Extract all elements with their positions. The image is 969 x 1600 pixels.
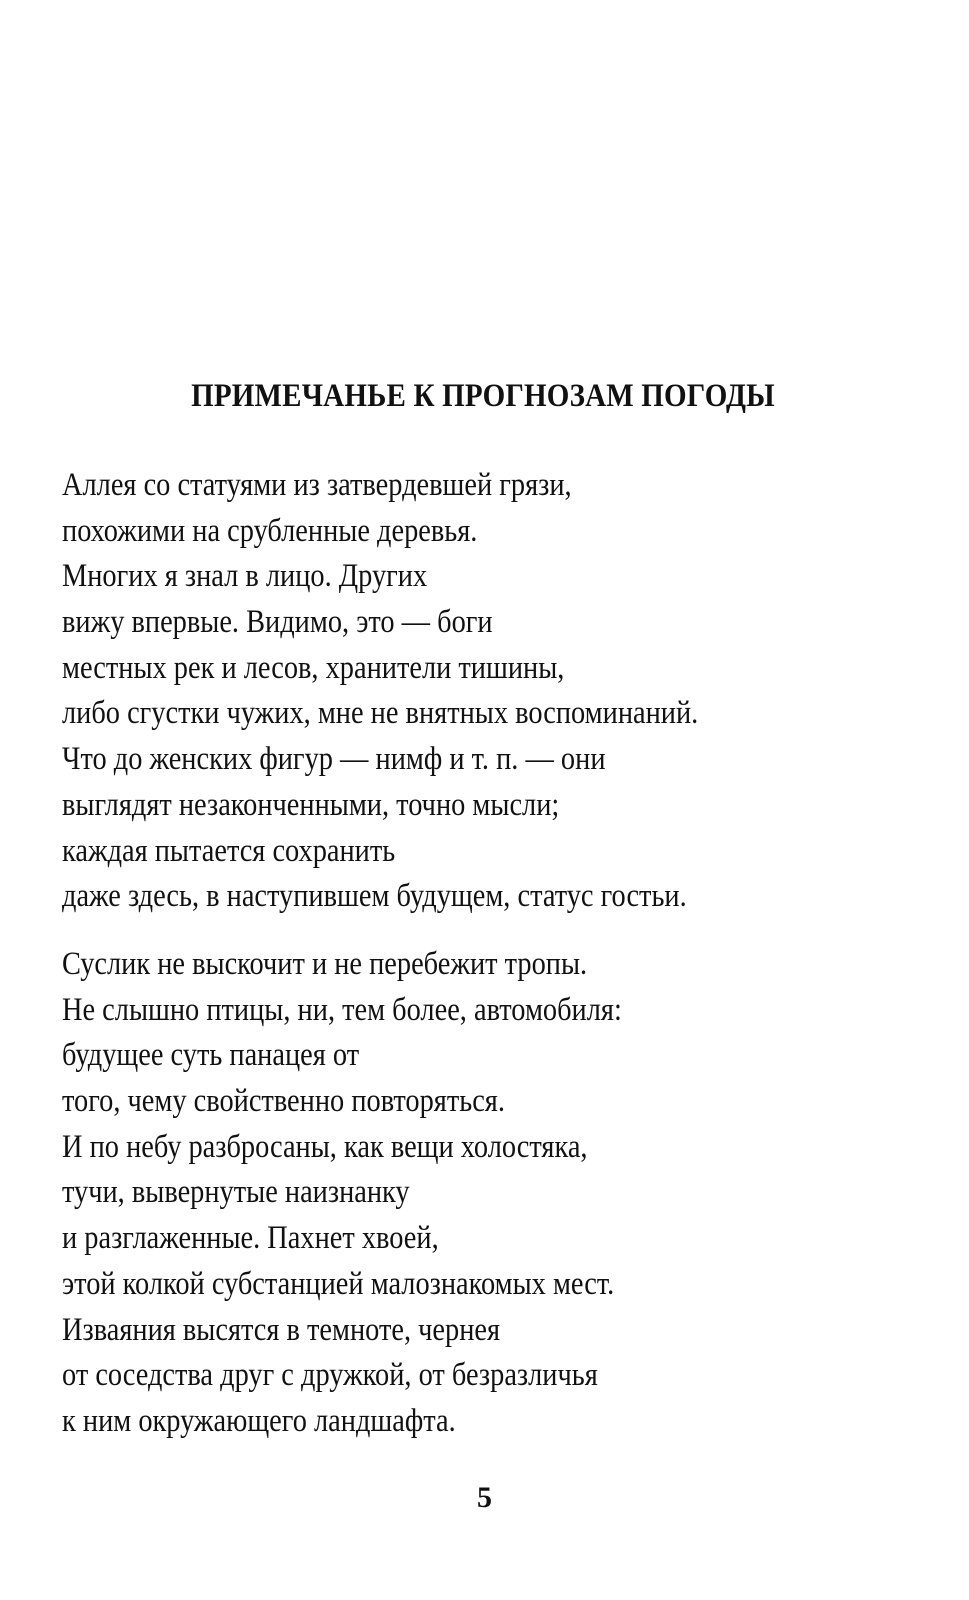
poem-line: Многих я знал в лицо. Других [62, 558, 428, 595]
poem-line: этой колкой субстанцией малознакомых мест. [62, 1265, 615, 1302]
poem-line: Изваяния высятся в темноте, чернея [62, 1311, 501, 1348]
poem-line: Суслик не выскочит и не перебежит тропы. [62, 946, 588, 982]
poem-line: вижу впервые. Видимо, это — боги [62, 604, 493, 641]
poem-line: даже здесь, в наступившем будущем, статус гостьи. [62, 878, 687, 915]
poem-line: выглядят незаконченными, точно мысли; [62, 786, 560, 823]
poem-line: к ним окружающего ландшафта. [62, 1402, 456, 1439]
poem-line: будущее суть панацея от [62, 1037, 360, 1074]
poem-line: тучи, вывернутые наизнанку [62, 1174, 410, 1211]
poem-line: каждая пытается сохранить [62, 832, 396, 869]
poem-line: И по небу разбросаны, как вещи холостяка, [62, 1128, 588, 1165]
poem-line: Не слышно птицы, ни, тем более, автомобиля: [62, 991, 622, 1028]
stanza-1 [62, 463, 802, 920]
poem-title: ПРИМЕЧАНЬЕ К ПРОГНОЗАМ ПОГОДЫ [191, 378, 775, 414]
poem-line: похожими на срубленные деревья. [62, 512, 478, 549]
poem-line: местных рек и лесов, хранители тишины, [62, 649, 565, 686]
page-number: 5 [477, 1481, 492, 1514]
poem-line: от соседства друг с дружкой, от безразличья [62, 1357, 598, 1394]
poem-line: того, чему свойственно повторяться. [62, 1083, 505, 1120]
poem-line: Аллея со статуями из затвердевшей грязи, [62, 467, 572, 503]
poem-line: и разглаженные. Пахнет хвоей, [62, 1220, 439, 1257]
poem-line: либо сгустки чужих, мне не внятных воспоминаний. [62, 695, 699, 732]
stanza-2 [62, 942, 713, 1445]
poem-line: Что до женских фигур — нимф и т. п. — они [62, 741, 606, 778]
